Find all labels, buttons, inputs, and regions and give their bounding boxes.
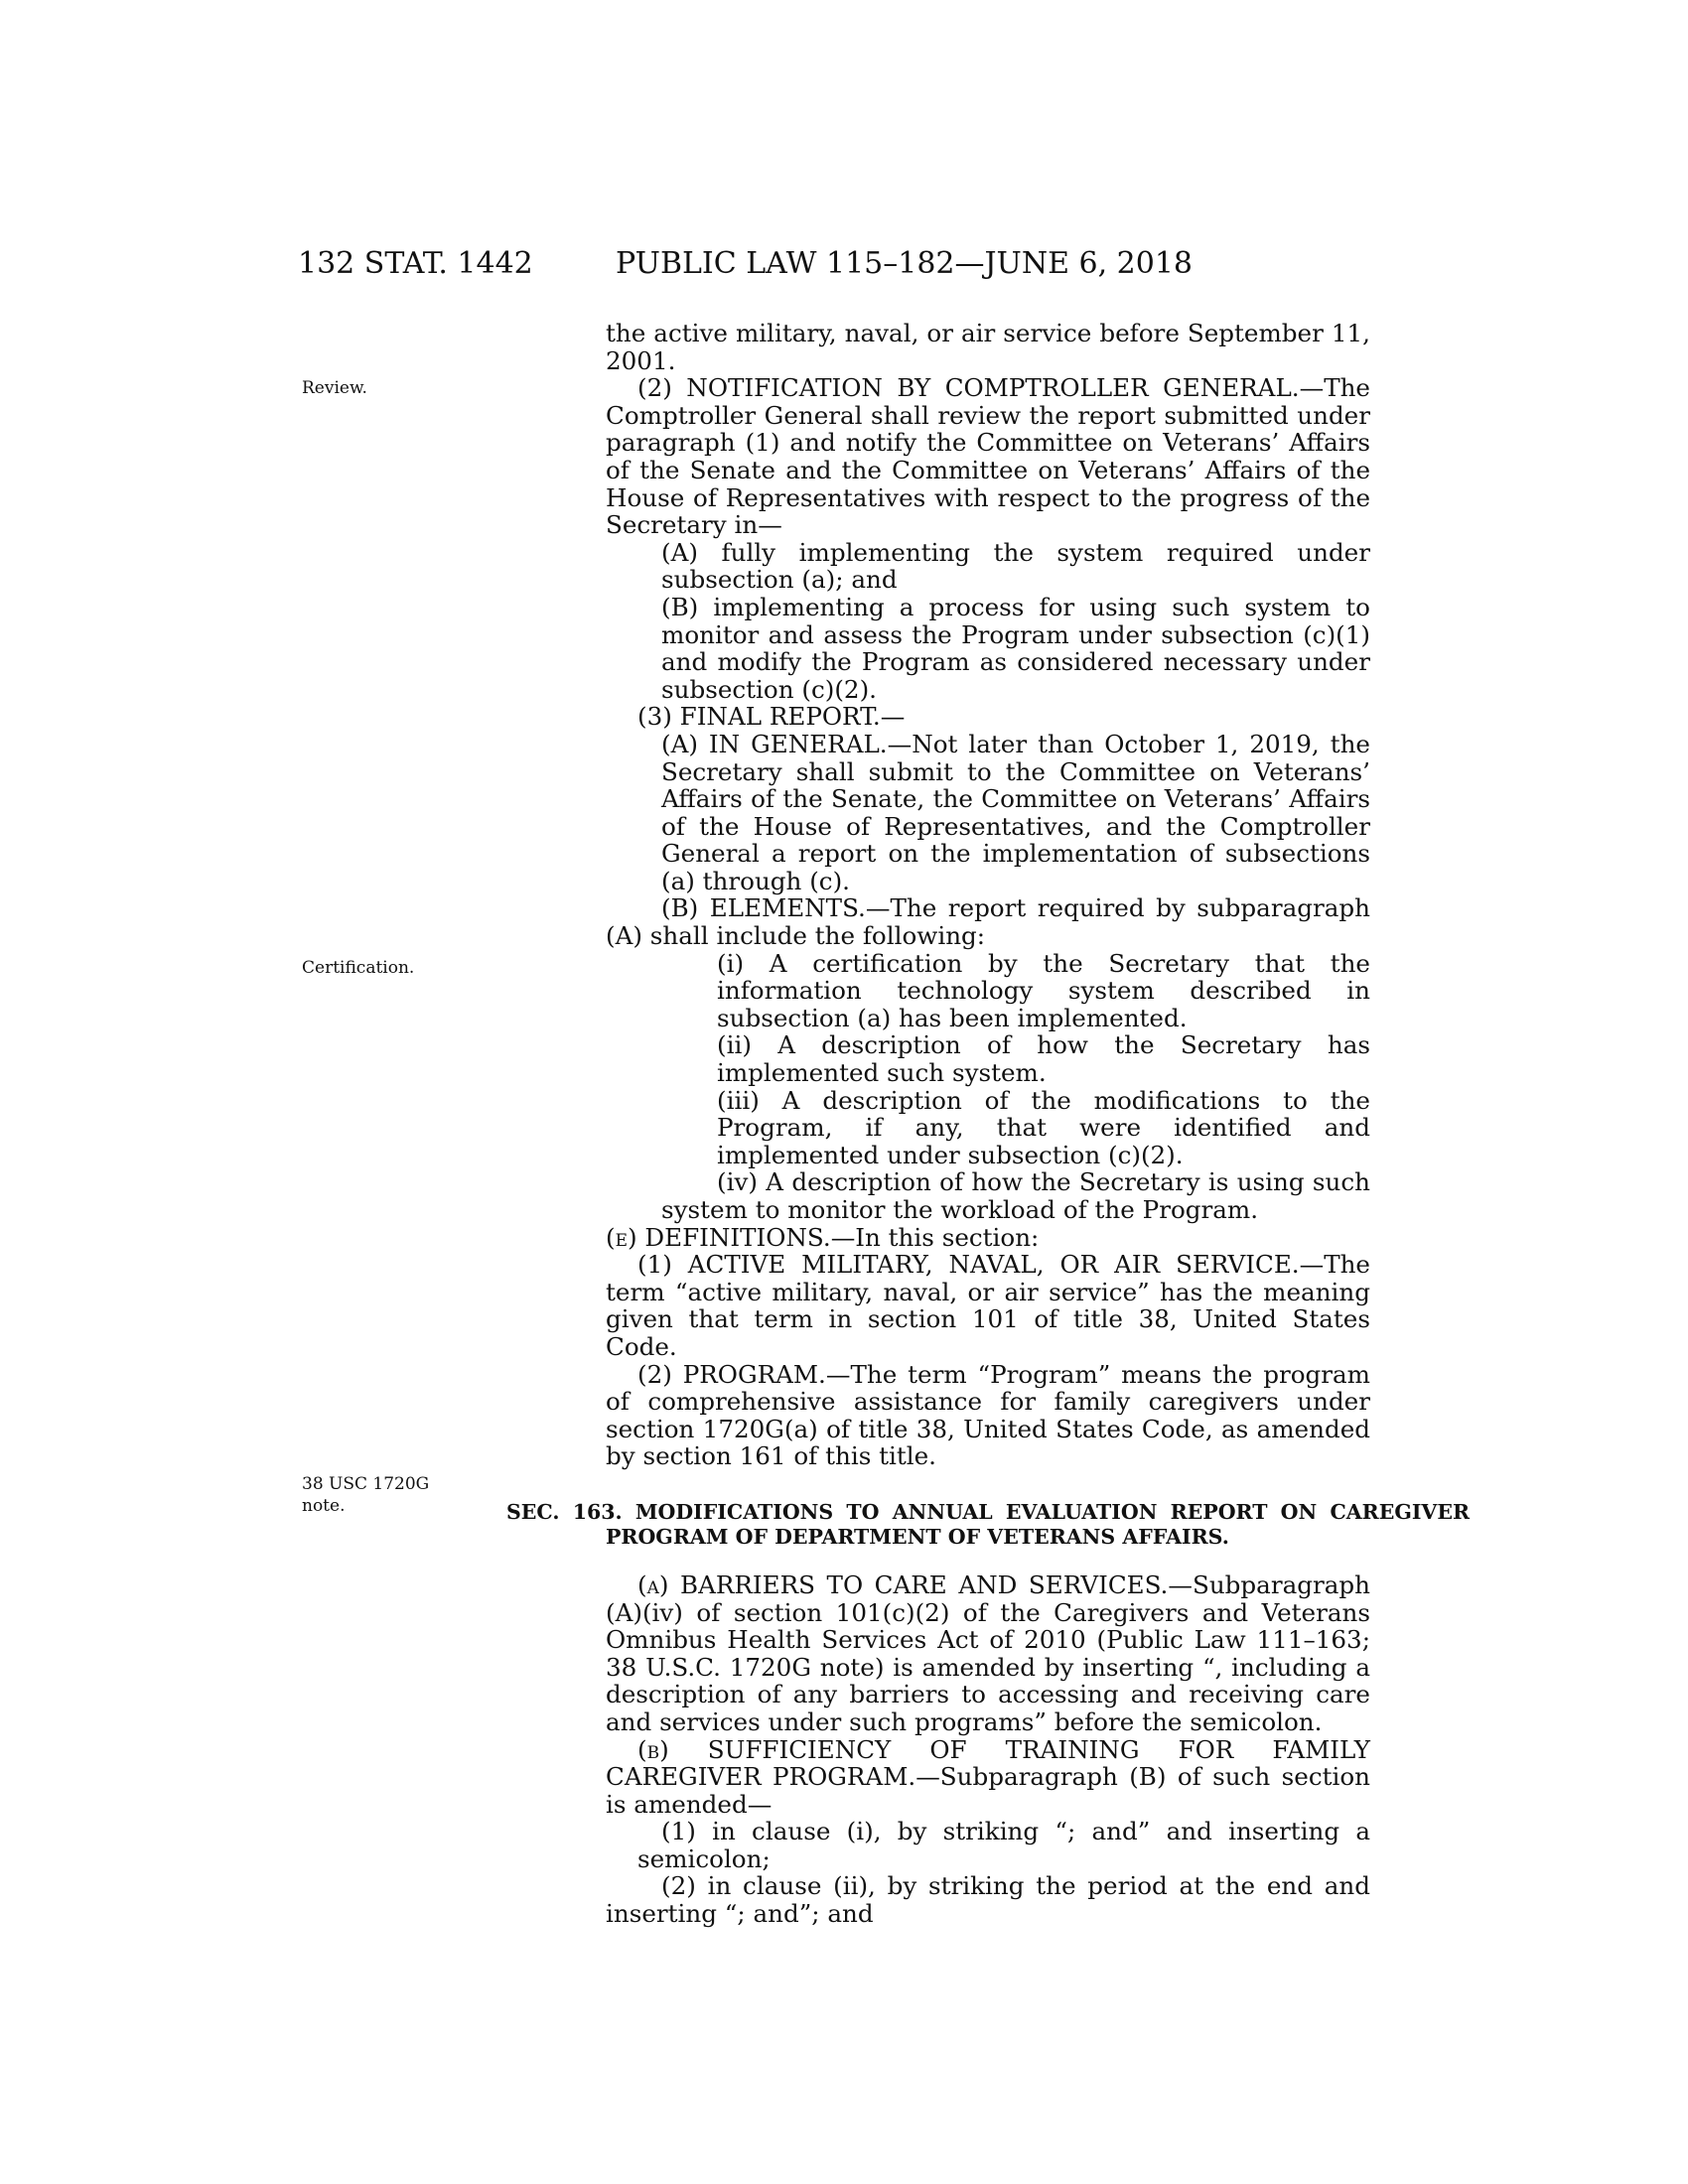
subparagraph-2B: (B) implementing a process for using such system to monitor and assess the Program under subsection (c)(1) and modify the Program as considered necessary under subsection (c)(2). — [661, 592, 1370, 704]
section-163-heading: SEC. 163. MODIFICATIONS TO ANNUAL EVALUATION REPORT ON CAREGIVER PROGRAM OF DEPARTMENT OF VETERANS AFFAIRS. — [506, 1499, 1470, 1549]
paragraph-2-text: —The Comptroller General shall review the report submitted under paragraph (1) and notify the Committee on Veterans’ Affairs of the Senate and the Committee on Veterans’ Affairs of the House of Representatives with respect to the progress of the Secretary in— — [606, 373, 1370, 540]
subsection-e-heading: (e) DEFINITIONS. — [606, 1222, 831, 1252]
clause-3B-iii: (iii) A description of the modifications to the Program, if any, that were identified and implemented under subsection (c)(2). — [717, 1085, 1370, 1169]
definition-1-heading: (1) ACTIVE MILITARY, NAVAL, OR AIR SERVICE. — [637, 1250, 1300, 1280]
paragraph-2-heading: (2) NOTIFICATION BY COMPTROLLER GENERAL. — [637, 373, 1300, 403]
clause-3B-i: (i) A certification by the Secretary that the information technology system described in subsection (a) has been implemented. — [717, 948, 1370, 1032]
subsection-a-heading: (a) BARRIERS TO CARE AND SERVICES. — [637, 1570, 1169, 1599]
subparagraph-3B-text: —The report required by subparagraph (A) shall include the following: — [606, 893, 1370, 951]
margin-note-usc — [302, 1473, 429, 1517]
subsection-b-text: —Subparagraph (B) of such section is amended— — [606, 1762, 1370, 1819]
paragraph-3-title: (3) FINAL REPORT.— — [637, 702, 906, 732]
law-title-header: PUBLIC LAW 115–182—JUNE 6, 2018 — [616, 246, 1194, 281]
paragraph-2-notification — [606, 374, 1370, 539]
definition-2-heading: (2) PROGRAM. — [637, 1359, 826, 1389]
margin-note-usc-line2: note. — [302, 1496, 346, 1516]
subsection-a-text: —Subparagraph (A)(iv) of section 101(c)(2) of the Caregivers and Veterans Omnibus Health Services Act of 2010 (Public Law 111–163; 38 U.S.C. 1720G note) is amended by inserting “, including a description of any barriers to accessing and receiving care and services under such programs” before the semicolon. — [606, 1570, 1370, 1736]
amendment-b2: (2) in clause (ii), by striking the period at the end and inserting “; and”; and — [606, 1871, 1370, 1929]
definition-1-text: —The term “active military, naval, or air service” has the meaning given that term in section 101 of title 38, United States Code. — [606, 1250, 1370, 1361]
subparagraph-3A-text: —Not later than October 1, 2019, the Secretary shall submit to the Committee on Veterans’ Affairs of the Senate, the Committee on Veterans’ Affairs of the House of Representatives, and the Comptroller General a report on the implementation of subsections (a) through (c). — [661, 729, 1370, 895]
subparagraph-2A: (A) fully implementing the system required under subsection (a); and — [661, 537, 1370, 595]
margin-note-review: Review. — [302, 378, 367, 398]
subparagraph-3B-heading: (B) ELEMENTS. — [661, 893, 866, 923]
subsection-b — [606, 1736, 1370, 1819]
subsection-e — [606, 1224, 1370, 1252]
stat-page-reference: 132 STAT. 1442 — [298, 246, 533, 281]
margin-note-usc-line1: 38 USC 1720G — [302, 1474, 430, 1494]
amendment-b1: (1) in clause (i), by striking “; and” and inserting a semicolon; — [637, 1817, 1370, 1873]
paragraph-3-heading — [606, 703, 1370, 731]
subparagraph-3B — [606, 894, 1370, 949]
paragraph-continuation: the active military, naval, or air service before September 11, 2001. — [606, 319, 1370, 375]
subsection-e-text: —In this section: — [830, 1222, 1040, 1252]
definition-2-text: —The term “Program” means the program of comprehensive assistance for family caregivers under section 1720G(a) of title 38, United States Code, as amended by section 161 of this title. — [606, 1359, 1370, 1471]
subsection-a — [606, 1571, 1370, 1736]
definition-1 — [606, 1251, 1370, 1360]
subparagraph-3A-heading: (A) IN GENERAL. — [661, 729, 888, 758]
definition-2 — [606, 1361, 1370, 1470]
clause-3B-ii: (ii) A description of how the Secretary has implemented such system. — [717, 1030, 1370, 1088]
clause-3B-iv: (iv) A description of how the Secretary is using such system to monitor the workload of the Program. — [661, 1167, 1370, 1224]
margin-note-certification: Certification. — [302, 958, 415, 978]
document-body — [506, 319, 1470, 1929]
subsection-b-heading: (b) SUFFICIENCY OF TRAINING FOR FAMILY CAREGIVER PROGRAM. — [606, 1734, 1370, 1792]
subparagraph-3A — [606, 731, 1370, 895]
